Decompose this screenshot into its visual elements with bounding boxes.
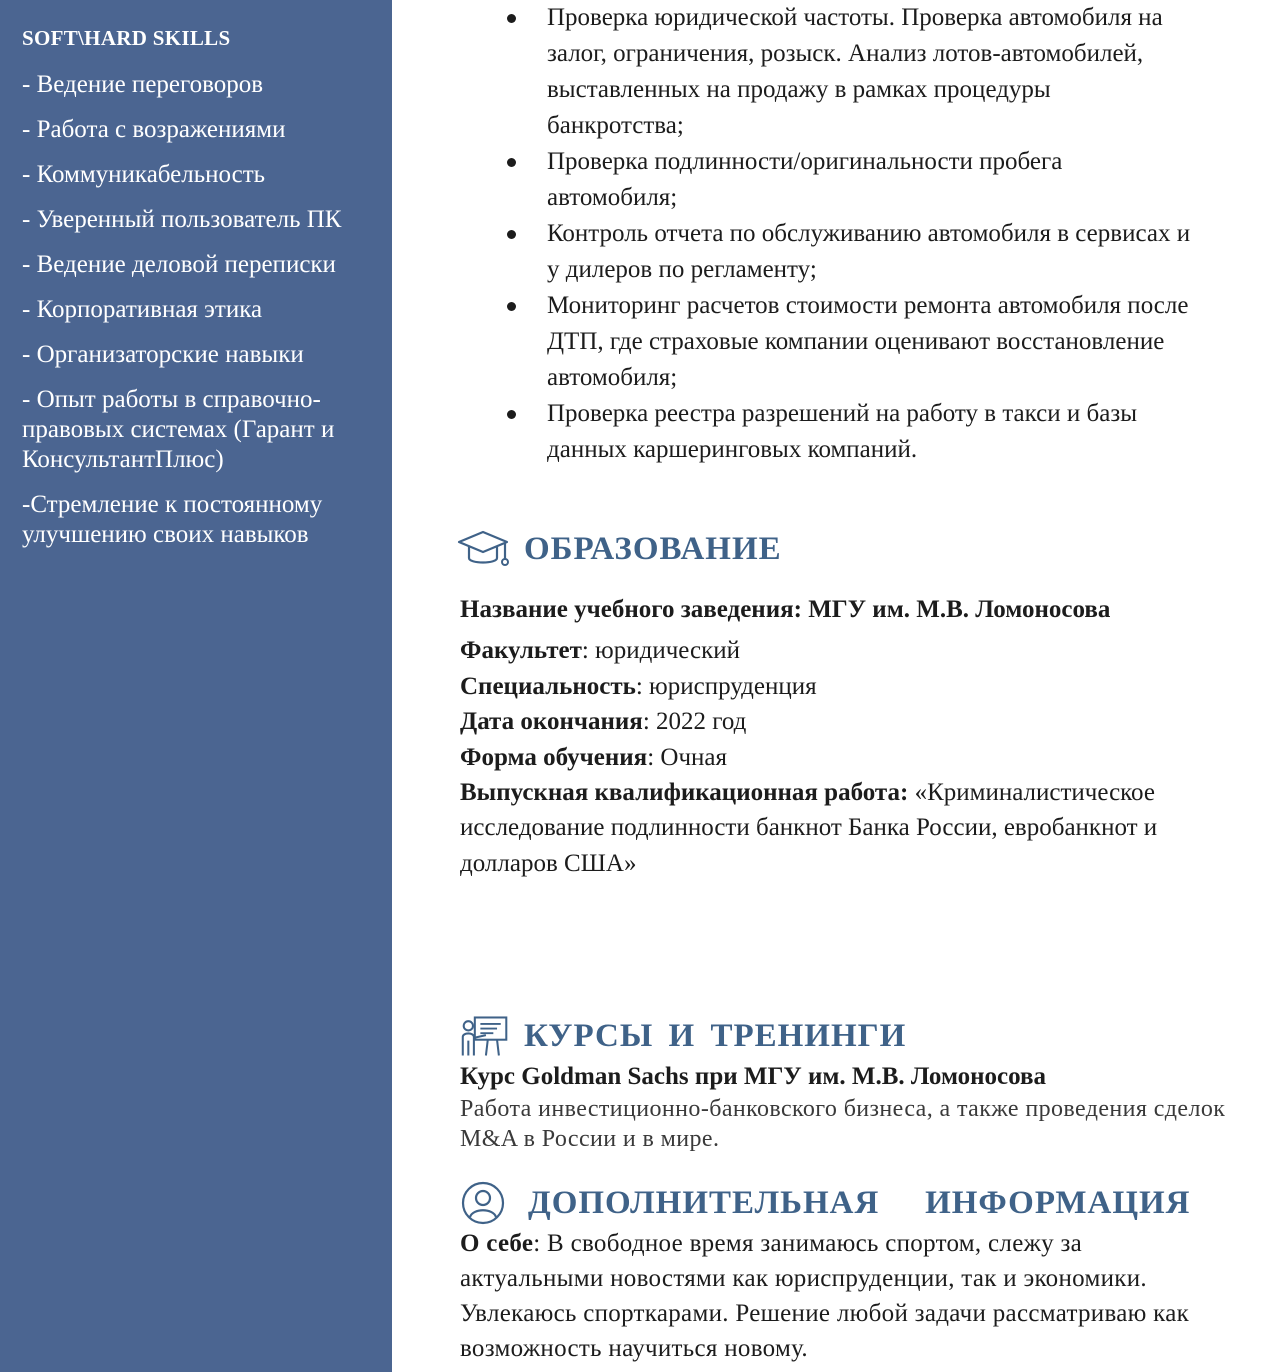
skill-item: - Ведение деловой переписки xyxy=(22,251,336,278)
duty-item: Проверка реестра разрешений на работу в такси и базы данных каршеринговых компаний. xyxy=(492,396,1192,468)
duty-item: Проверка юридической частоты. Проверка автомобиля на залог, ограничения, розыск. Анализ лотов-автомобилей, выставленных на продажу в рамках процедуры банкротства; xyxy=(492,0,1192,144)
duty-item: Контроль отчета по обслуживанию автомобиля в сервисах и у дилеров по регламенту; xyxy=(492,216,1192,288)
courses-heading xyxy=(460,1013,906,1059)
skill-item: - Работа с возражениями xyxy=(22,116,286,143)
skill-item: - Корпоративная этика xyxy=(22,296,263,323)
skills-list xyxy=(22,70,372,565)
education-faculty: Факультет: юридический xyxy=(460,637,741,665)
skill-item: - Организаторские навыки xyxy=(22,341,304,368)
skill-item: - Уверенный пользователь ПК xyxy=(22,206,342,233)
education-specialty: Специальность: юриспруденция xyxy=(460,672,817,700)
additional-heading xyxy=(460,1180,1191,1226)
skill-item: -Стремление к постоянному улучшению своих навыков xyxy=(22,491,323,548)
skill-item: - Опыт работы в справочно-правовых системах (Гарант и КонсультантПлюс) xyxy=(22,386,335,473)
about-me xyxy=(460,1226,1220,1366)
education-thesis: Выпускная квалификационная работа: «Криминалистическое исследование подлинности банкнот Банка России, евробанкнот и долларов США» xyxy=(460,779,1158,877)
bullet-icon xyxy=(507,410,516,419)
skill-item: - Коммуникабельность xyxy=(22,161,266,188)
person-circle-icon xyxy=(460,1180,506,1226)
presentation-board-icon xyxy=(460,1013,510,1059)
duty-item: Мониторинг расчетов стоимости ремонта автомобиля после ДТП, где страховые компании оценивают восстановление автомобиля; xyxy=(492,288,1192,396)
bullet-icon xyxy=(507,158,516,167)
bullet-icon xyxy=(507,14,516,23)
education-details xyxy=(460,592,1230,881)
about-label: О себе xyxy=(460,1230,534,1257)
education-heading xyxy=(456,526,782,572)
duty-item: Проверка подлинности/оригинальности пробега автомобиля; xyxy=(492,144,1192,216)
course-name: Курс Goldman Sachs при МГУ им. М.В. Ломоносова xyxy=(460,1063,1047,1090)
course-entry xyxy=(460,1060,1230,1154)
skills-title: SOFT\HARD SKILLS xyxy=(22,26,231,50)
education-institution: Название учебного заведения: МГУ им. М.В. Ломоносова xyxy=(460,596,1111,623)
skill-item: - Ведение переговоров xyxy=(22,71,264,98)
additional-title: ДОПОЛНИТЕЛЬНАЯ ИНФОРМАЦИЯ xyxy=(528,1184,1191,1221)
course-description: Работа инвестиционно-банковского бизнеса, а также проведения сделок M&A в России и в мире. xyxy=(460,1096,1226,1152)
about-text: : В свободное время занимаюсь спортом, слежу за актуальными новостями как юриспруденции, так и экономики. Увлекаюсь спорткарами. Решение любой задачи рассматриваю как возможность научиться новому. xyxy=(460,1230,1190,1362)
resume-main xyxy=(392,0,1284,1372)
duties-list xyxy=(492,0,1192,468)
bullet-icon xyxy=(507,230,516,239)
education-form: Форма обучения: Очная xyxy=(460,743,727,771)
skills-sidebar xyxy=(0,0,392,1372)
courses-title: КУРСЫ И ТРЕНИНГИ xyxy=(524,1017,907,1054)
graduation-cap-icon xyxy=(456,526,510,572)
education-graduation-date: Дата окончания: 2022 год xyxy=(460,708,747,736)
bullet-icon xyxy=(507,302,516,311)
education-title: ОБРАЗОВАНИЕ xyxy=(524,530,782,567)
